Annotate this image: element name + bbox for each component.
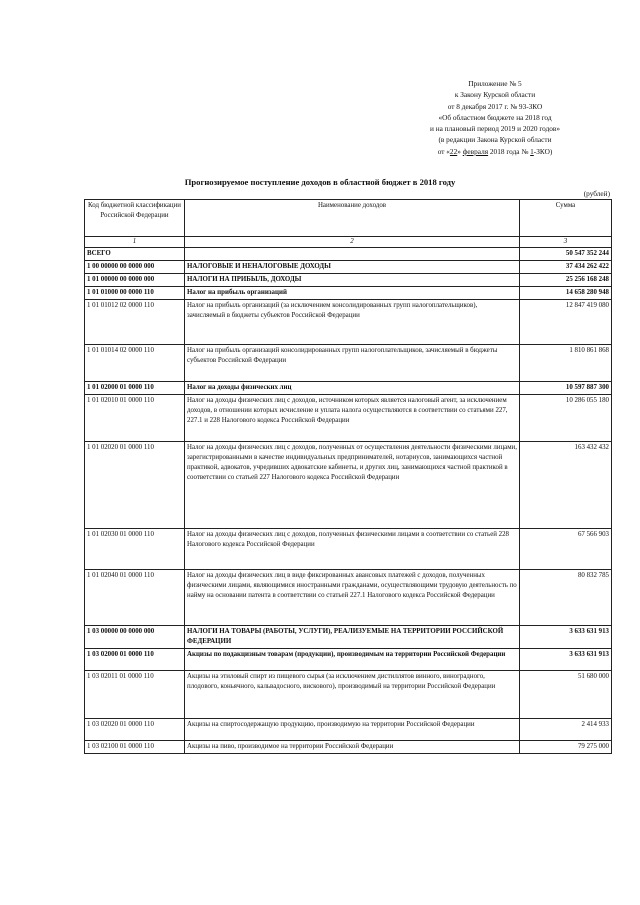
table-row <box>85 719 612 741</box>
row-sum: 163 432 432 <box>520 442 612 529</box>
header-sum: Сумма <box>520 200 612 237</box>
row-name: Налог на прибыль организаций (за исключением консолидированных групп налогоплательщиков), зачисляемый в бюджеты субъектов Российской Федерации <box>185 300 520 345</box>
row-name <box>185 248 520 261</box>
row-code: 1 03 02000 01 0000 110 <box>85 649 185 671</box>
appendix-line: (в редакции Закона Курской области <box>438 135 552 145</box>
row-sum: 80 832 785 <box>520 570 612 626</box>
row-name: Налог на прибыль организаций <box>185 287 520 300</box>
row-code: 1 03 02100 01 0000 110 <box>85 741 185 754</box>
row-sum: 2 414 933 <box>520 719 612 741</box>
table-row <box>85 395 612 442</box>
row-name: НАЛОГОВЫЕ И НЕНАЛОГОВЫЕ ДОХОДЫ <box>185 261 520 274</box>
table-row <box>85 382 612 395</box>
header-code: Код бюджетной классификации Российской Федерации <box>85 200 185 237</box>
row-name: Налог на доходы физических лиц с доходов, источником которых является налоговый агент, за исключением доходов, в отношении которых исчисление и уплата налога осуществляются в соответствии со статьями 227, 227.1 и 228 Налогового кодекса Российской Федерации <box>185 395 520 442</box>
table-row <box>85 570 612 626</box>
document-title: Прогнозируемое поступление доходов в областной бюджет в 2018 году <box>184 177 456 187</box>
appendix-line: от 8 декабря 2017 г. № 93-ЗКО <box>447 101 543 111</box>
column-number: 3 <box>520 237 612 248</box>
row-code: 1 03 00000 00 0000 000 <box>85 626 185 649</box>
table-header-row <box>85 200 612 237</box>
row-name: Налог на доходы физических лиц <box>185 382 520 395</box>
row-name: Налог на прибыль организаций консолидированных групп налогоплательщиков, зачисляемый в бюджеты субъектов Российской Федерации <box>185 345 520 382</box>
row-sum: 50 547 352 244 <box>520 248 612 261</box>
header-name: Наименование доходов <box>185 200 520 237</box>
appendix-date-line <box>400 146 590 157</box>
column-number: 2 <box>185 237 520 248</box>
table-row <box>85 287 612 300</box>
units-label: (рублей) <box>583 189 610 198</box>
row-name: НАЛОГИ НА ТОВАРЫ (РАБОТЫ, УСЛУГИ), РЕАЛИЗУЕМЫЕ НА ТЕРРИТОРИИ РОССИЙСКОЙ ФЕДЕРАЦИИ <box>185 626 520 649</box>
row-sum: 37 434 262 422 <box>520 261 612 274</box>
row-code: 1 01 02010 01 0000 110 <box>85 395 185 442</box>
appendix-line: к Закону Курской области <box>454 90 536 100</box>
row-sum: 79 275 000 <box>520 741 612 754</box>
appendix-line: Приложение № 5 <box>468 79 522 88</box>
date-sep: » <box>457 146 463 156</box>
row-sum: 10 286 055 180 <box>520 395 612 442</box>
row-code: 1 01 01012 02 0000 110 <box>85 300 185 345</box>
date-month: февраля <box>462 146 489 156</box>
row-sum: 10 597 887 300 <box>520 382 612 395</box>
table-row <box>85 442 612 529</box>
table-row <box>85 248 612 261</box>
table-row <box>85 741 612 754</box>
row-sum: 67 566 903 <box>520 529 612 570</box>
row-name: Акцизы на спиртосодержащую продукцию, производимую на территории Российской Федерации <box>185 719 520 741</box>
date-year: 2018 года № <box>488 146 531 156</box>
law-number: 1 <box>530 146 534 156</box>
date-day: 22 <box>449 146 458 156</box>
appendix-block <box>400 78 590 157</box>
row-code: 1 01 02040 01 0000 110 <box>85 570 185 626</box>
appendix-line: «Об областном бюджете на 2018 год <box>438 112 552 122</box>
table-row <box>85 671 612 719</box>
revenue-table <box>84 199 612 754</box>
row-sum: 14 658 280 948 <box>520 287 612 300</box>
table-row <box>85 529 612 570</box>
row-code: 1 00 00000 00 0000 000 <box>85 261 185 274</box>
row-name: Акцизы по подакцизным товарам (продукции), производимым на территории Российской Федерации <box>185 649 520 671</box>
row-code: 1 01 01014 02 0000 110 <box>85 345 185 382</box>
row-name: Налог на доходы физических лиц в виде фиксированных авансовых платежей с доходов, полученных физическими лицами, являющимися иностранными гражданами, осуществляющими трудовую деятельность по найму на основании патента в соответствии со статьей 227.1 Налогового кодекса Российской Федерации <box>185 570 520 626</box>
row-code: 1 03 02011 01 0000 110 <box>85 671 185 719</box>
date-prefix: от « <box>437 146 450 156</box>
row-sum: 3 633 631 913 <box>520 626 612 649</box>
row-sum: 1 810 861 868 <box>520 345 612 382</box>
row-code: 1 01 00000 00 0000 000 <box>85 274 185 287</box>
column-number: 1 <box>85 237 185 248</box>
row-code: ВСЕГО <box>85 248 185 261</box>
table-row <box>85 345 612 382</box>
row-name: Налог на доходы физических лиц с доходов, полученных физическими лицами в соответствии со статьей 228 Налогового кодекса Российской Федерации <box>185 529 520 570</box>
table-row <box>85 261 612 274</box>
table-row <box>85 626 612 649</box>
column-number-row <box>85 237 612 248</box>
row-code: 1 01 02000 01 0000 110 <box>85 382 185 395</box>
table-row <box>85 649 612 671</box>
row-code: 1 01 02020 01 0000 110 <box>85 442 185 529</box>
row-code: 1 03 02020 01 0000 110 <box>85 719 185 741</box>
row-sum: 12 847 419 080 <box>520 300 612 345</box>
row-name: Акцизы на этиловый спирт из пищевого сырья (за исключением дистиллятов винного, виноградного, плодового, коньячного, кальвадосного, вискового), производимый на территории Российской Федерации <box>185 671 520 719</box>
row-code: 1 01 02030 01 0000 110 <box>85 529 185 570</box>
row-name: НАЛОГИ НА ПРИБЫЛЬ, ДОХОДЫ <box>185 274 520 287</box>
row-name: Акцизы на пиво, производимое на территории Российской Федерации <box>185 741 520 754</box>
row-code: 1 01 01000 00 0000 110 <box>85 287 185 300</box>
table-row <box>85 274 612 287</box>
appendix-line: и на плановый период 2019 и 2020 годов» <box>429 124 561 134</box>
row-sum: 51 680 000 <box>520 671 612 719</box>
date-suffix: -ЗКО) <box>533 146 553 156</box>
row-sum: 3 633 631 913 <box>520 649 612 671</box>
row-name: Налог на доходы физических лиц с доходов, полученных от осуществления деятельности физическими лицами, зарегистрированными в качестве индивидуальных предпринимателей, нотариусов, занимающихся частной практикой, адвокатов, учредивших адвокатские кабинеты, и других лиц, занимающихся частной практикой в соответствии со статьей 227 Налогового кодекса Российской Федерации <box>185 442 520 529</box>
table-row <box>85 300 612 345</box>
row-sum: 25 256 168 248 <box>520 274 612 287</box>
